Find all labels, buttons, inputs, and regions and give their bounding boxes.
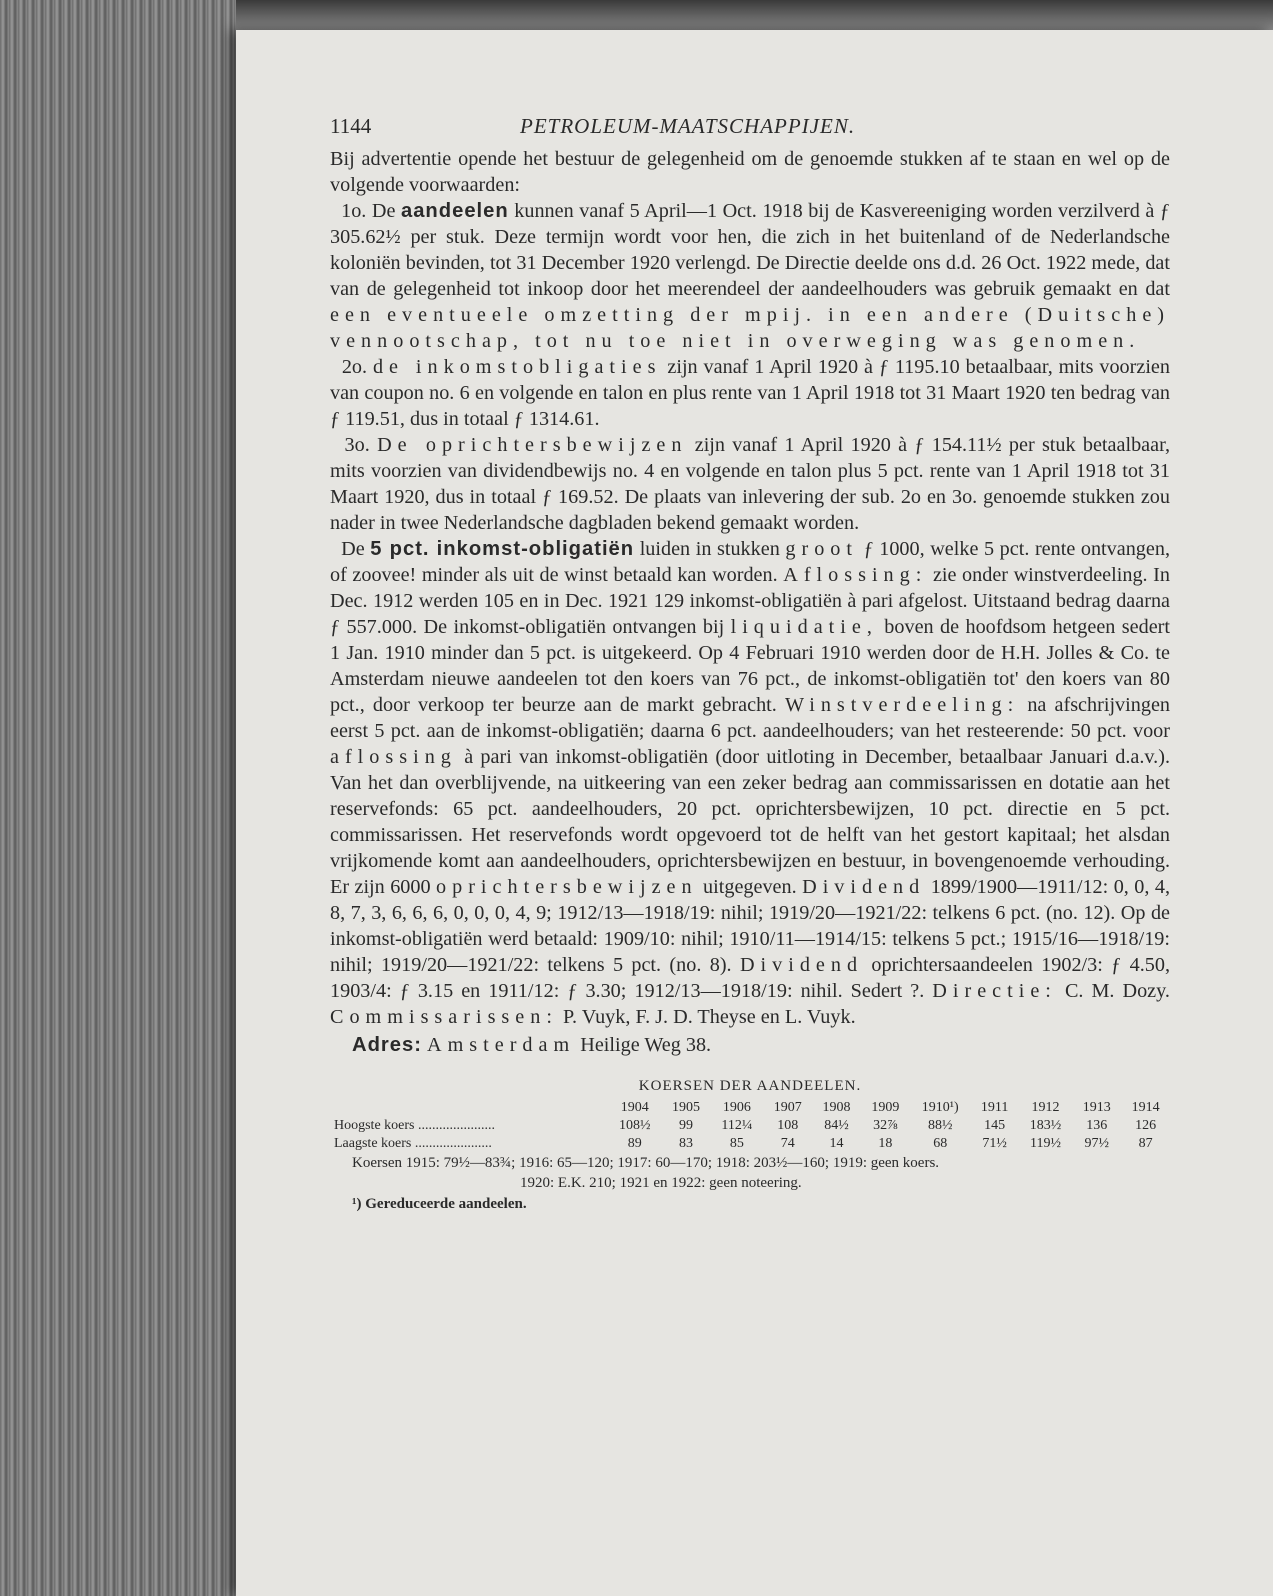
p4-a: De [341,538,371,560]
page-content [330,106,1170,1215]
book-top-edge [236,0,1273,32]
book-spine-edge [0,0,250,1596]
value-cell: 74 [780,1136,795,1151]
value-cell: 119½ [1030,1136,1062,1151]
p4-aflossing: Aflossing: [783,564,928,586]
p4-g: à pari van inkomst-obligatiën (door uitloting in December, betaalbaar Januari d.a.v.). Van het dan overblijvende, na uitkeering van een zeker bedrag aan commissarissen en dotatie aan het reservefonds: 65 pct. aandeelhouders, 20 pct. oprichtersbewijzen, 10 pct. directie en 5 pct. commissarissen. Het reservefonds wordt opgevoerd tot de helft van het gestort kapitaal; het alsdan vrijkomende komt aan aandeelhouders, oprichtersbewijzen en bestuur, in bovengenoemde verhouding. Er zijn 6000 [330,746,1170,898]
value-cell: 112¼ [721,1118,753,1133]
p4-j: oprichtersaandeelen 1902/3: ƒ 4.50, 1903/4: ƒ 3.15 en 1911/12: ƒ 3.30; 1912/13—1918/19: nihil. Sedert ?. [330,954,1170,1002]
p1-bold: aandeelen [400,200,509,222]
p4-dividend2: Dividend [739,954,864,976]
value-cell: 183½ [1029,1118,1062,1133]
intro-text: Bij advertentie opende het bestuur de gelegenheid om de genoemde stukken af te staan en wel op de volgende voorwaarden: [330,148,1170,196]
value-cell: 136 [1086,1118,1108,1133]
koersen-table [330,1099,1170,1153]
year-cell: 1911 [980,1100,1009,1115]
koersen-note-2: 1920: E.K. 210; 1921 en 1922: geen noteering. [520,1175,802,1191]
address-city: Amsterdam [427,1034,576,1056]
paragraph-1 [330,198,1170,354]
value-cell: 108½ [619,1118,651,1133]
year-cell: 1910¹) [921,1100,959,1115]
koersen-title: KOERSEN DER AANDEELEN. [638,1078,862,1094]
running-title: PETROLEUM-MAATSCHAPPIJEN. [520,114,856,138]
p2-number: 2o. [341,356,373,378]
value-cell: 126 [1135,1118,1157,1133]
year-cell: 1909 [871,1100,900,1115]
value-cell: 87 [1138,1136,1153,1151]
intro-paragraph [330,146,1170,198]
koersen-year-label-cell [330,1099,608,1117]
year-cell: 1904 [620,1100,649,1115]
p4-e: boven de hoofdsom hetgeen sedert 1 Jan. 1910 minder dan 5 pct. is uitgekeerd. Op 4 Februari 1910 werden door de H.H. Jolles & Co. te Amsterdam nieuwe aandeelen tot den koers van 76 pct., de inkomst-obligatiën tot' den koers van 80 pct., door verkoop ter beurze aan de markt gebracht. [330,616,1170,716]
p4-groot: groot [785,538,858,560]
year-cell: 1905 [671,1100,700,1115]
p1-text: kunnen vanaf 5 April—1 Oct. 1918 bij de Kasvereeniging worden verzilverd à ƒ 305.62½ per stuk. Deze termijn wordt voor hen, die zich in het buitenland of de Nederlandsche koloniën bevinden, tot 31 December 1920 verlengd. De Directie deelde ons d.d. 26 Oct. 1922 mede, dat van de gelegenheid tot inkoop door het meerendeel der aandeelhouders was gebruik gemaakt en dat [330,200,1170,300]
paragraph-4 [330,536,1170,1030]
p4-directie: Directie: [932,980,1057,1002]
paragraph-2 [330,354,1170,432]
row-label: Laagste koers ...................... [334,1136,492,1151]
year-cell: 1914 [1131,1100,1160,1115]
value-cell: 99 [678,1118,693,1133]
year-cell: 1908 [822,1100,851,1115]
koersen-note-1: Koersen 1915: 79½—83¾; 1916: 65—120; 1917: 60—170; 1918: 203½—160; 1919: geen koers. [352,1155,940,1171]
table-row [330,1117,1170,1135]
p4-commissarissen: Commissarissen: [330,1006,558,1028]
p4-l: P. Vuyk, F. J. D. Theyse en L. Vuyk. [557,1006,856,1028]
p3-spaced: De oprichtersbewijzen [377,434,688,456]
page-number: 1144 [330,114,372,138]
value-cell: 88½ [927,1118,953,1133]
running-header [330,106,1170,146]
p3-text: zijn vanaf 1 April 1920 à ƒ 154.11½ per stuk betaalbaar, mits voorzien van dividendbewijs no. 4 en volgende en talon plus 5 pct. rente van 1 April 1918 tot 31 Maart 1920, dus in totaal ƒ 169.52. De plaats van inlevering der sub. 2o en 3o. genoemde stukken zou nader in twee Nederlandsche dagbladen bekend gemaakt worden. [330,434,1171,534]
year-cell: 1906 [722,1100,751,1115]
p4-i: 1899/1900—1911/12: 0, 0, 4, 8, 7, 3, 6, 6, 6, 0, 0, 0, 4, 9; 1912/13—1918/19: nihil; 1919/20—1921/22: telkens 6 pct. (no. 12). Op de inkomst-obligatiën werd betaald: 1909/10: nihil; 1910/11—1914/15: telkens 5 pct.; 1915/16—1918/19: nihil; 1919/20—1921/22: telkens 5 pct. (no. 8). [330,876,1170,976]
p4-k: C. M. Dozy. [1056,980,1170,1002]
p2-spaced: de inkomstobligaties [372,356,662,378]
value-cell: 83 [678,1136,693,1151]
value-cell: 108 [777,1118,799,1133]
koersen-year-row [330,1099,1170,1117]
value-cell: 89 [627,1136,642,1151]
value-cell: 85 [729,1136,744,1151]
p4-d: zie onder winstverdeeling. In Dec. 1912 werden 105 en in Dec. 1921 129 inkomst-obligatiën à pari afgelost. Uitstaand bedrag daarna ƒ 557.000. De inkomst-obligatiën ontvangen bij [330,564,1170,638]
value-cell: 18 [878,1136,893,1151]
table-row [330,1135,1170,1153]
p4-winstverdeeling: Winstverdeeling: [784,694,1020,716]
value-cell: 97½ [1084,1136,1109,1151]
p4-oprichtersbewijzen: oprichtersbewijzen [436,876,698,898]
value-cell: 32⅞ [873,1118,898,1133]
year-cell: 1907 [773,1100,802,1115]
row-label: Hoogste koers ...................... [334,1118,495,1133]
value-cell: 68 [933,1136,948,1151]
p4-c: ƒ 1000, welke 5 pct. rente ontvangen, of zoovee! minder als uit de winst betaald kan worden. [330,538,1171,586]
koersen-section [330,1078,1170,1215]
p4-aflossing2: aflossing [330,746,457,768]
footnote: ¹) Gereduceerde aandeelen. [352,1196,527,1212]
p4-liquidatie: liquidatie, [730,616,878,638]
p1-spaced: een eventueele omzetting der mpij. in een andere (Duitsche) vennootschap, tot nu toe niet in overweging was genomen. [330,304,1170,352]
value-cell: 14 [829,1136,844,1151]
address-label: Adres: [352,1034,422,1056]
paragraph-3 [330,432,1170,536]
p4-h: uitgegeven. [697,876,803,898]
address-street: Heilige Weg 38. [575,1034,712,1056]
p4-f: na afschrijvingen eerst 5 pct. aan de inkomst-obligatiën; daarna 6 pct. aandeelhouders; van het resteerende: 50 pct. voor [330,694,1170,742]
year-cell: 1913 [1082,1100,1111,1115]
value-cell: 145 [984,1118,1006,1133]
p3-number: 3o. [344,434,378,456]
address-line [352,1032,1170,1058]
p1-number: 1o. De [341,200,401,222]
p4-dividend1: Dividend [802,876,926,898]
p4-bold: 5 pct. inkomst-obligatiën [370,538,635,560]
year-cell: 1912 [1031,1100,1060,1115]
value-cell: 71½ [982,1136,1007,1151]
value-cell: 84½ [824,1118,849,1133]
p4-b: luiden in stukken [634,538,786,560]
p2-text: zijn vanaf 1 April 1920 à ƒ 1195.10 betaalbaar, mits voorzien van coupon no. 6 en volgende en talon en plus rente van 1 April 1918 tot 31 Maart 1920 ten bedrag van ƒ 119.51, dus in totaal ƒ 1314.61. [330,356,1170,430]
